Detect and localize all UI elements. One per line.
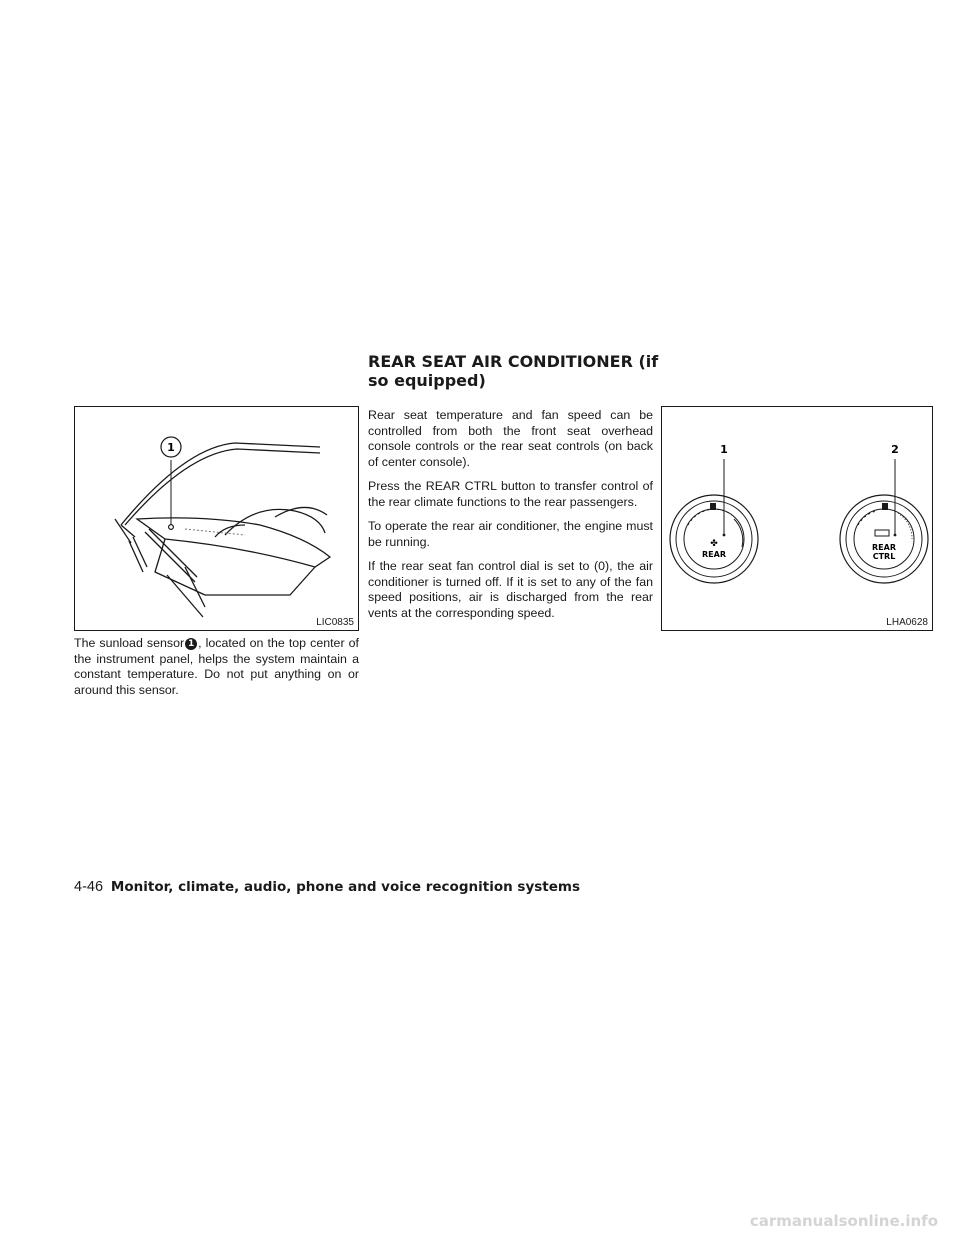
dashboard-illustration-icon: [75, 407, 360, 632]
figure-code: LHA0628: [886, 617, 928, 628]
sunload-sensor-figure: [74, 406, 359, 631]
watermark: carmanualsonline.info: [749, 1212, 938, 1230]
dial-right-label-2: CTRL: [872, 552, 896, 561]
callout-2-label: 2: [891, 443, 899, 456]
callout-1-label: 1: [167, 441, 175, 454]
rear-dials-figure: [661, 406, 933, 631]
sunload-sensor-text: [74, 636, 359, 707]
dial-right-label-1: REAR: [872, 543, 896, 552]
paragraph: Press the REAR CTRL button to transfer control of the rear climate functions to the rear passengers.: [368, 479, 653, 509]
rear-ctrl-dial: [840, 495, 928, 583]
section-heading: REAR SEAT AIR CONDITIONER (if so equipped): [368, 352, 659, 390]
callout-1-label: 1: [720, 443, 728, 456]
sunload-sensor-icon: [169, 525, 174, 530]
rear-fan-dial: [670, 495, 758, 583]
svg-text:✤: ✤: [710, 539, 718, 549]
callout-1-inline-icon: 1: [185, 638, 197, 650]
paragraph: To operate the rear air conditioner, the engine must be running.: [368, 519, 653, 549]
chapter-title: Monitor, climate, audio, phone and voice recognition systems: [110, 879, 580, 895]
dial-left-label: REAR: [702, 550, 726, 559]
page-footer: [74, 878, 580, 895]
rear-ac-text: [368, 408, 653, 630]
paragraph: Rear seat temperature and fan speed can be controlled from both the front seat overhead console controls or the rear seat controls (on back of center console).: [368, 408, 653, 469]
paragraph: If the rear seat fan control dial is set to (0), the air conditioner is turned off. If it is set to any of the fan speed positions, air is discharged from the rear vents at the corresponding speed.: [368, 559, 653, 620]
figure-code: LIC0835: [316, 617, 354, 628]
paragraph: The sunload sensor 1 , located on the top center of the instrument panel, helps the system maintain a constant temperature. Do not put anything on or around this sensor.: [74, 636, 359, 697]
rear-climate-dials-icon: [662, 407, 934, 632]
page-number: 4-46: [74, 879, 104, 895]
